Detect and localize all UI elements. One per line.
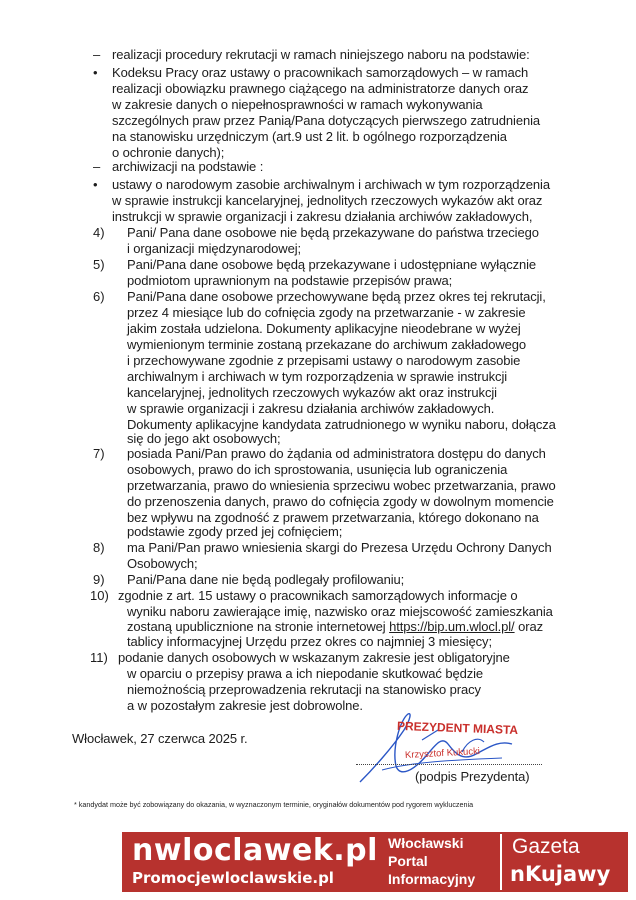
text-line: przetwarzania, prawo do wniesienia sprzeciwu wobec przetwarzania, prawo — [127, 478, 556, 493]
text-line: podstawie zgody przed jej cofnięciem; — [127, 524, 343, 539]
signature-line — [356, 764, 542, 765]
text-line: Dokumenty aplikacyjne kandydata zatrudnionego w wyniku naboru, dołącza — [127, 417, 556, 432]
text-line: osobowych, prawo do ich sprostowania, usunięcia lub ograniczenia — [127, 462, 508, 477]
text-line: w sprawie organizacji i zakresu działania archiwów zakładowych. — [127, 401, 495, 416]
list-number: 7) — [93, 446, 105, 461]
text-line: archiwalnym i archiwach w tym rozporządzenia w sprawie instrukcji — [127, 369, 508, 384]
place-date: Włocławek, 27 czerwca 2025 r. — [72, 731, 248, 746]
text-line: bez wpływu na zgodność z prawem przetwarzania, którego dokonano na — [127, 510, 539, 525]
bullet-marker: • — [93, 65, 98, 80]
text-line: realizacji procedury rekrutacji w ramach niniejszego naboru na podstawie: — [112, 47, 530, 62]
list-number: 4) — [93, 225, 105, 240]
list-number: 10) — [90, 588, 109, 603]
text-line: się do jego akt osobowych; — [127, 431, 281, 446]
banner-site-name-2: Promocjewloclawskie.pl — [132, 869, 334, 887]
banner-site-name: nwloclawek.pl — [132, 833, 378, 868]
banner-gazeta: Gazeta — [512, 835, 580, 858]
text-line: i organizacji międzynarodowej; — [127, 241, 302, 256]
text-line: wymienionym terminie zostaną przekazane do archiwum zakładowego — [127, 337, 527, 352]
dash-marker: – — [93, 47, 101, 62]
footnote: * kandydat może być zobowiązany do okazania, w wyznaczonym terminie, oryginałów dokumentów pod rygorem wykluczenia — [74, 800, 474, 809]
text-line-with-link — [127, 619, 543, 635]
banner-portal-line: Włocławski — [388, 835, 464, 851]
text-line: zgodnie z art. 15 ustawy o pracownikach samorządowych informacje o — [118, 588, 518, 603]
text-line: wyniku naboru zawierające imię, nazwisko oraz miejscowość zamieszkania — [127, 604, 553, 619]
text-line: posiada Pani/Pan prawo do żądania od administratora dostępu do danych — [127, 446, 546, 461]
text-line: na stanowisku urzędniczym (art.9 ust 2 lit. b ogólnego rozporządzenia — [112, 129, 507, 144]
bip-link[interactable]: https://bip.um.wlocl.pl/ — [389, 619, 515, 634]
list-number: 9) — [93, 572, 105, 587]
banner-portal-line: Informacyjny — [388, 871, 476, 887]
list-number: 5) — [93, 257, 105, 272]
text-line: Osobowych; — [127, 556, 198, 571]
text-line: w oparciu o przepisy prawa a ich niepodanie skutkować będzie — [127, 666, 484, 681]
stamp-title: PREZYDENT MIASTA — [396, 718, 519, 738]
signature-caption: (podpis Prezydenta) — [415, 769, 530, 784]
list-number: 6) — [93, 289, 105, 304]
list-number: 11) — [90, 650, 108, 665]
text-line: archiwizacji na podstawie : — [112, 159, 264, 174]
banner-divider — [500, 834, 502, 890]
text-line: kancelaryjnej, jednolitych rzeczowych wykazów akt oraz instrukcji — [127, 385, 497, 400]
list-number: 8) — [93, 540, 105, 555]
text-line: jakim została udzielona. Dokumenty aplikacyjne nieodebrane w wyżej — [127, 321, 521, 336]
text-line: i przechowywane zgodnie z przepisami ustawy o narodowym zasobie — [127, 353, 521, 368]
text-line: Pani/ Pana dane osobowe nie będą przekazywane do państwa trzeciego — [127, 225, 539, 240]
text-line: podanie danych osobowych w wskazanym zakresie jest obligatoryjne — [118, 650, 510, 665]
text-line: niemożnością przeprowadzenia rekrutacji na stanowisko pracy — [127, 682, 481, 697]
text-line: w zakresie danych o niepełnosprawności w ramach wykonywania — [112, 97, 483, 112]
dash-marker: – — [93, 159, 101, 174]
text-line: realizacji obowiązku prawnego ciążącego na administratorze danych oraz — [112, 81, 529, 96]
text-line: Pani/Pana dane osobowe przechowywane będą przez okres tej rekrutacji, — [127, 289, 546, 304]
text-line: szczególnych praw przez Panią/Pana dotyczących pierwszego zatrudnienia — [112, 113, 541, 128]
text-line: przez 4 miesiące lub do cofnięcia zgody na przetwarzanie - w zakresie — [127, 305, 526, 320]
text-line: do przenoszenia danych, prawo do cofnięcia zgody w dowolnym momencie — [127, 494, 554, 509]
text-line: o ochronie danych); — [112, 145, 225, 160]
text-line: tablicy informacyjnej Urzędu przez okres co najmniej 3 miesięcy; — [127, 634, 492, 649]
text-line: Kodeksu Pracy oraz ustawy o pracownikach samorządowych – w ramach — [112, 65, 529, 80]
text-line: ustawy o narodowym zasobie archiwalnym i archiwach w tym rozporządzenia — [112, 177, 550, 192]
bullet-marker: • — [93, 177, 98, 192]
text-line: podmiotom uprawnionym na podstawie przepisów prawa; — [127, 273, 453, 288]
text-line: w sprawie instrukcji kancelaryjnej, jednolitych rzeczowych wykazów akt oraz — [112, 193, 543, 208]
text-segment: oraz — [514, 619, 543, 634]
stamp-name: Krzysztof Kukucki — [404, 746, 481, 761]
text-line: a w pozostałym zakresie jest dobrowolne. — [127, 698, 363, 713]
text-line: instrukcji w sprawie organizacji i zakresu działania archiwów zakładowych, — [112, 209, 533, 224]
text-line: Pani/Pana dane nie będą podlegały profilowaniu; — [127, 572, 405, 587]
banner-nkujawy: nKujawy — [510, 862, 611, 886]
text-line: Pani/Pana dane osobowe będą przekazywane i udostępniane wyłącznie — [127, 257, 537, 272]
banner-portal-line: Portal — [388, 853, 428, 869]
text-segment: zostaną upublicznione na stronie internetowej — [127, 619, 390, 634]
text-line: ma Pani/Pan prawo wniesienia skargi do Prezesa Urzędu Ochrony Danych — [127, 540, 552, 555]
